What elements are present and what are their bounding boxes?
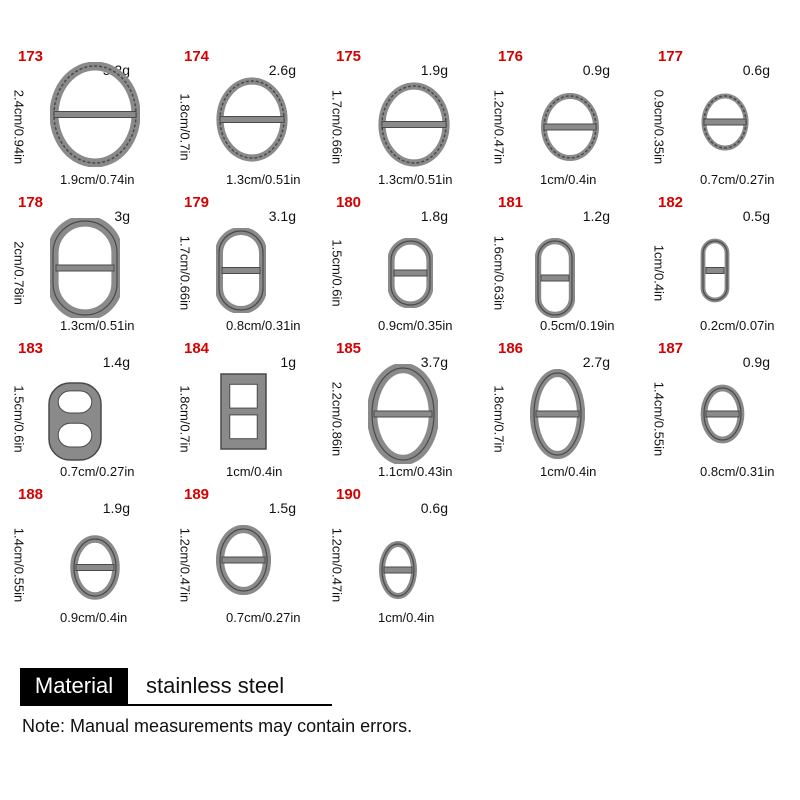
buckle-image — [45, 379, 105, 464]
product-cell — [166, 50, 326, 185]
material-underline — [20, 704, 332, 706]
item-number: 187 — [658, 340, 684, 357]
item-number: 174 — [184, 48, 210, 65]
item-number: 189 — [184, 486, 210, 503]
item-width: 0.2cm/0.07in — [700, 318, 775, 333]
item-height-wrapper — [178, 510, 192, 620]
item-height: 1.2cm/0.47in — [491, 89, 507, 165]
measurement-note: Note: Manual measurements may contain errors. — [22, 716, 413, 736]
item-number: 180 — [336, 194, 362, 211]
item-weight: 0.6g — [420, 500, 448, 516]
item-width: 0.5cm/0.19in — [540, 318, 615, 333]
item-number: 190 — [336, 486, 362, 503]
item-width: 0.7cm/0.27in — [700, 172, 775, 187]
product-cell — [318, 342, 478, 477]
item-height-wrapper — [12, 72, 26, 182]
item-width: 1.3cm/0.51in — [226, 172, 301, 187]
item-weight: 1.9g — [102, 500, 130, 516]
item-height: 0.9cm/0.35in — [651, 89, 667, 165]
buckle-image — [388, 238, 433, 308]
item-height-wrapper — [652, 364, 666, 474]
item-weight: 0.5g — [742, 208, 770, 224]
item-number: 181 — [498, 194, 524, 211]
item-width: 0.9cm/0.4in — [60, 610, 128, 625]
item-weight: 1.2g — [582, 208, 610, 224]
item-height-wrapper — [492, 364, 506, 474]
item-height-wrapper — [330, 72, 344, 182]
item-weight: 1.4g — [102, 354, 130, 370]
product-cell — [480, 50, 640, 185]
item-height-wrapper — [178, 72, 192, 182]
product-cell — [640, 50, 800, 185]
item-height: 1.5cm/0.6in — [329, 239, 345, 307]
item-height: 1.4cm/0.55in — [11, 527, 27, 603]
item-weight: 3.1g — [268, 208, 296, 224]
item-number: 184 — [184, 340, 210, 357]
item-height: 1.6cm/0.63in — [491, 235, 507, 311]
item-height: 2.4cm/0.94in — [11, 89, 27, 165]
item-width: 1.3cm/0.51in — [378, 172, 453, 187]
item-height: 1.8cm/0.7in — [491, 385, 507, 453]
item-height-wrapper — [12, 218, 26, 328]
item-height: 2cm/0.78in — [11, 241, 27, 305]
item-weight: 0.9g — [742, 354, 770, 370]
item-width: 1.1cm/0.43in — [378, 464, 453, 479]
buckle-image — [70, 535, 120, 600]
item-width: 1.3cm/0.51in — [60, 318, 135, 333]
item-height: 1.4cm/0.55in — [651, 381, 667, 457]
item-weight: 2.7g — [582, 354, 610, 370]
item-height: 2.2cm/0.86in — [329, 381, 345, 457]
item-number: 185 — [336, 340, 362, 357]
item-height: 1.2cm/0.47in — [329, 527, 345, 603]
product-cell — [480, 196, 640, 331]
buckle-image — [216, 369, 271, 454]
item-weight: 3g — [114, 208, 130, 224]
product-cell — [166, 196, 326, 331]
item-number: 175 — [336, 48, 362, 65]
material-label: Material — [20, 668, 128, 704]
item-height-wrapper — [652, 218, 666, 328]
buckle-image — [530, 369, 585, 459]
product-cell — [318, 488, 478, 623]
item-number: 178 — [18, 194, 44, 211]
item-height-wrapper — [330, 218, 344, 328]
item-number: 173 — [18, 48, 44, 65]
item-height-wrapper — [330, 364, 344, 474]
product-cell — [640, 342, 800, 477]
buckle-image — [50, 218, 120, 318]
item-weight: 1.5g — [268, 500, 296, 516]
item-height-wrapper — [12, 510, 26, 620]
buckle-image — [378, 540, 418, 600]
item-height-wrapper — [492, 72, 506, 182]
item-weight: 3.7g — [420, 354, 448, 370]
buckle-image — [216, 228, 266, 313]
item-height: 1.8cm/0.7in — [177, 385, 193, 453]
item-width: 0.7cm/0.27in — [60, 464, 135, 479]
item-height-wrapper — [178, 364, 192, 474]
item-height-wrapper — [492, 218, 506, 328]
product-cell — [318, 196, 478, 331]
buckle-image — [368, 364, 438, 464]
item-height: 1.8cm/0.7in — [177, 93, 193, 161]
product-cell — [0, 488, 160, 623]
item-width: 1cm/0.4in — [540, 172, 597, 187]
item-height: 1.5cm/0.6in — [11, 385, 27, 453]
item-height-wrapper — [178, 218, 192, 328]
item-width: 1cm/0.4in — [378, 610, 435, 625]
item-width: 1.9cm/0.74in — [60, 172, 135, 187]
item-weight: 0.6g — [742, 62, 770, 78]
product-cell — [480, 342, 640, 477]
item-height-wrapper — [330, 510, 344, 620]
product-cell — [318, 50, 478, 185]
product-cell — [0, 50, 160, 185]
item-number: 176 — [498, 48, 524, 65]
item-number: 186 — [498, 340, 524, 357]
buckle-image — [700, 238, 730, 303]
buckle-image — [216, 77, 288, 162]
product-cell — [0, 196, 160, 331]
item-width: 0.9cm/0.35in — [378, 318, 453, 333]
item-height-wrapper — [12, 364, 26, 474]
item-height: 1.7cm/0.66in — [329, 89, 345, 165]
buckle-image — [50, 62, 140, 167]
product-cell — [640, 196, 800, 331]
item-width: 1cm/0.4in — [540, 464, 597, 479]
item-height: 1.7cm/0.66in — [177, 235, 193, 311]
item-width: 0.8cm/0.31in — [700, 464, 775, 479]
item-number: 182 — [658, 194, 684, 211]
item-weight: 2.6g — [268, 62, 296, 78]
buckle-image — [378, 82, 450, 167]
item-weight: 0.9g — [582, 62, 610, 78]
buckle-image — [700, 92, 750, 152]
item-number: 183 — [18, 340, 44, 357]
product-cell — [0, 342, 160, 477]
item-number: 179 — [184, 194, 210, 211]
buckle-image — [216, 525, 271, 595]
item-height-wrapper — [652, 72, 666, 182]
item-height: 1.2cm/0.47in — [177, 527, 193, 603]
item-weight: 5.2g — [102, 62, 130, 78]
item-number: 188 — [18, 486, 44, 503]
product-cell — [166, 488, 326, 623]
material-value: stainless steel — [146, 673, 285, 698]
item-weight: 1.8g — [420, 208, 448, 224]
item-width: 0.8cm/0.31in — [226, 318, 301, 333]
item-width: 0.7cm/0.27in — [226, 610, 301, 625]
buckle-image — [700, 384, 745, 444]
item-height: 1cm/0.4in — [651, 244, 667, 302]
product-cell — [166, 342, 326, 477]
item-number: 177 — [658, 48, 684, 65]
item-weight: 1.9g — [420, 62, 448, 78]
buckle-image — [535, 238, 575, 318]
buckle-image — [540, 92, 600, 162]
item-width: 1cm/0.4in — [226, 464, 283, 479]
item-weight: 1g — [280, 354, 296, 370]
